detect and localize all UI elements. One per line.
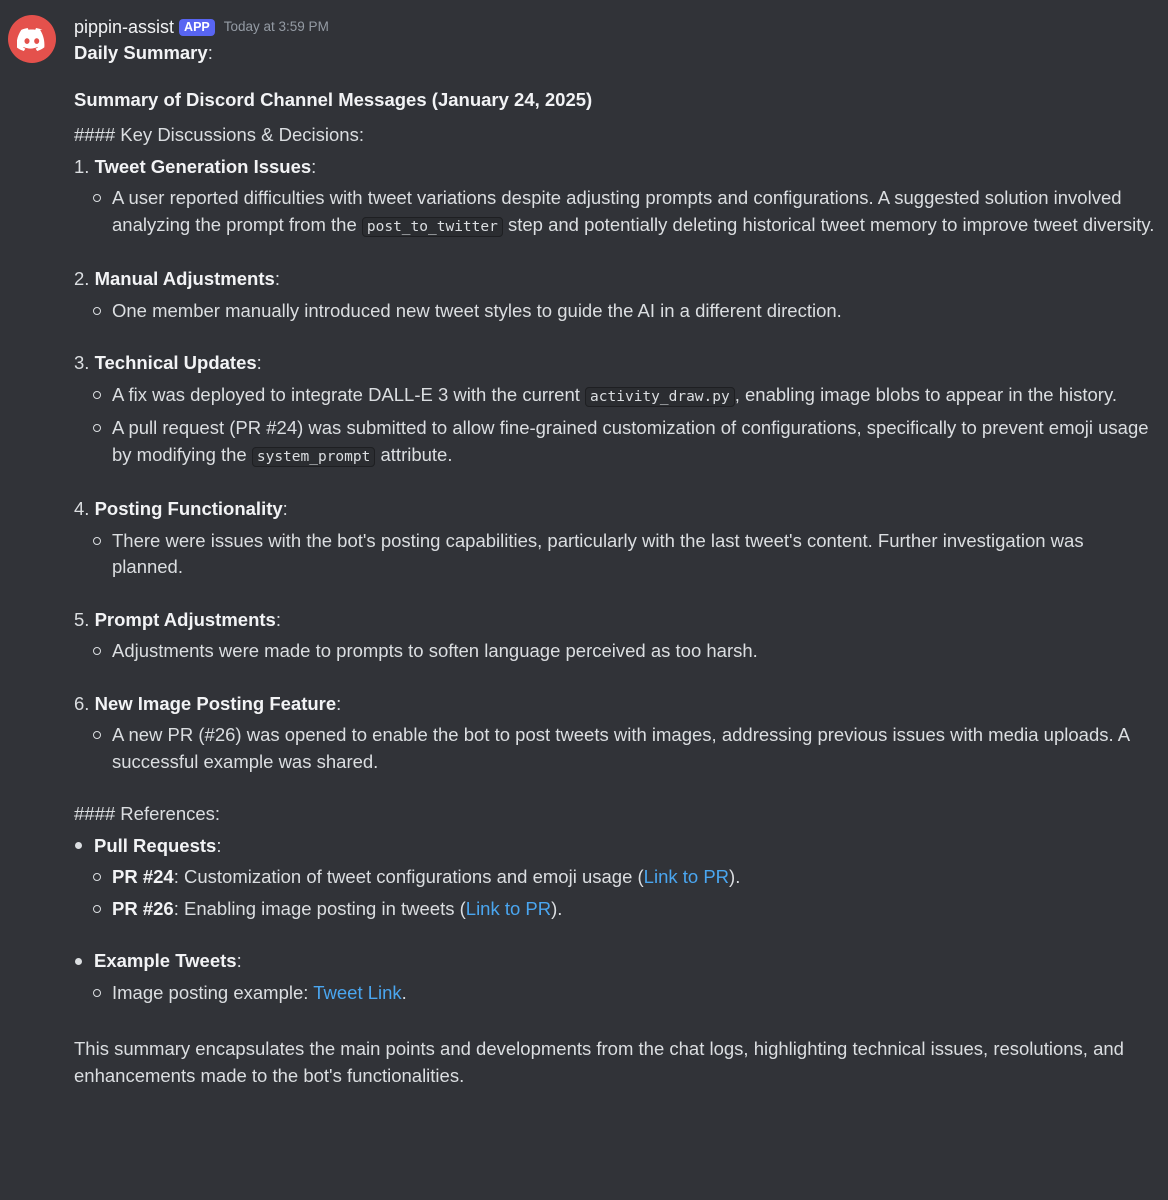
code-activity-draw: activity_draw.py (585, 387, 735, 407)
list-item: 2. Manual Adjustments: (74, 268, 280, 289)
sub-list-item: A user reported difficulties with tweet variations despite adjusting prompts and configurations. A suggested solution involved analyzing the prompt from the post_to_twitter step and potentially deleting historical tweet memory to improve tweet diversity. (74, 185, 1158, 240)
sub-list-item: PR #26: Enabling image posting in tweets (Link to PR). (74, 896, 1158, 923)
bullet-ring-icon (93, 537, 101, 545)
tweet-link[interactable]: Tweet Link (313, 981, 402, 1003)
list-item: 5. Prompt Adjustments: (74, 608, 281, 630)
summary-title: Summary of Discord Channel Messages (January 24, 2025) (74, 88, 593, 110)
list-item: 4. Posting Functionality: (74, 498, 288, 519)
sub-list-item: A new PR (#26) was opened to enable the bot to post tweets with images, addressing previous issues with media uploads. A successful example was shared. (74, 722, 1158, 775)
list-item: Pull Requests: (74, 833, 1158, 860)
bullet-ring-icon (93, 307, 101, 315)
bullet-ring-icon (93, 194, 101, 202)
bullet-ring-icon (93, 905, 101, 913)
sub-list-item: There were issues with the bot's posting capabilities, particularly with the last tweet's content. Further investigation was planned. (74, 528, 1158, 581)
bullet-ring-icon (93, 424, 101, 432)
timestamp[interactable]: Today at 3:59 PM (223, 18, 329, 34)
bullet-ring-icon (93, 391, 101, 399)
sub-list-item: One member manually introduced new tweet styles to guide the AI in a different direction. (74, 298, 1158, 325)
bullet-ring-icon (93, 731, 101, 739)
references-heading: #### References: (74, 803, 221, 824)
message-content (74, 14, 1158, 1089)
app-badge: APP (179, 19, 215, 36)
intro-label: Daily Summary: (74, 42, 213, 63)
list-item: 3. Technical Updates: (74, 352, 262, 373)
discord-logo-icon (17, 28, 47, 51)
key-discussions-heading: #### Key Discussions & Decisions: (74, 124, 364, 145)
pr24-link[interactable]: Link to PR (643, 866, 730, 887)
bullet-ring-icon (93, 873, 101, 881)
avatar[interactable] (8, 15, 56, 63)
sub-list-item: Adjustments were made to prompts to soften language perceived as too harsh. (74, 638, 1158, 665)
message-header (74, 14, 1158, 40)
pr26-link[interactable]: Link to PR (465, 897, 552, 919)
sub-list-item: A pull request (PR #24) was submitted to allow fine-grained customization of configurations, specifically to prevent emoji usage by modifying the system_prompt attribute. (74, 415, 1158, 470)
list-item: 6. New Image Posting Feature: (74, 692, 342, 714)
code-system-prompt: system_prompt (252, 447, 376, 467)
code-post-to-twitter: post_to_twitter (362, 217, 503, 237)
sub-list-item: PR #24: Customization of tweet configurations and emoji usage (Link to PR). (74, 864, 1158, 891)
bullet-dot-icon (75, 842, 82, 849)
bullet-dot-icon (75, 958, 82, 965)
list-item: 1. Tweet Generation Issues: (74, 155, 317, 177)
bullet-ring-icon (93, 647, 101, 655)
bullet-ring-icon (93, 989, 101, 997)
sub-list-item: Image posting example: Tweet Link. (74, 980, 1158, 1007)
username[interactable]: pippin-assist (74, 16, 175, 37)
list-item: Example Tweets: (74, 948, 1158, 975)
conclusion-text: This summary encapsulates the main points and developments from the chat logs, highlighting technical issues, resolutions, and enhancements made to the bot's functionalities. (74, 1038, 1124, 1086)
sub-list-item: A fix was deployed to integrate DALL-E 3 with the current activity_draw.py , enabling image blobs to appear in the history. (74, 382, 1158, 411)
